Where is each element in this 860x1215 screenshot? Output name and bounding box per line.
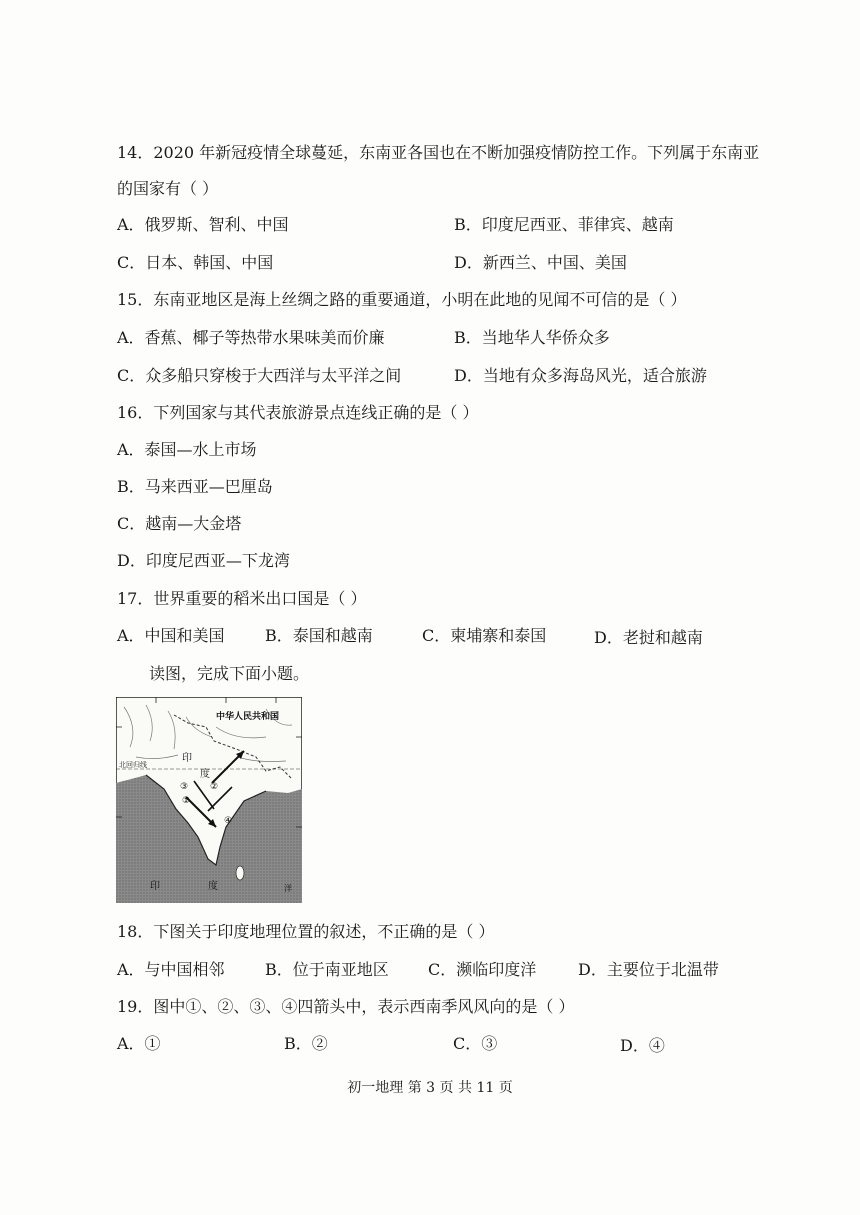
q14-stem-line2: 的国家有（ ） bbox=[117, 179, 219, 198]
q14-stem-line1: 14．2020 年新冠疫情全球蔓延，东南亚各国也在不断加强疫情防控工作。下列属于东南亚 bbox=[117, 143, 760, 162]
q15-option-d: D．当地有众多海岛风光，适合旅游 bbox=[454, 366, 707, 385]
q18-option-d: D．主要位于北温带 bbox=[578, 960, 719, 979]
arrow-4-label: ④ bbox=[224, 816, 233, 826]
india-map-figure bbox=[116, 697, 302, 903]
sri-lanka-island bbox=[236, 866, 244, 880]
q15-option-b: B．当地华人华侨众多 bbox=[454, 328, 610, 347]
q18-option-b: B．位于南亚地区 bbox=[265, 960, 389, 979]
q14-option-b: B．印度尼西亚、菲律宾、越南 bbox=[454, 215, 674, 234]
q17-option-d: D．老挝和越南 bbox=[594, 628, 703, 647]
q17-option-b: B．泰国和越南 bbox=[265, 626, 373, 645]
q15-option-c: C．众多船只穿梭于大西洋与太平洋之间 bbox=[117, 366, 402, 385]
q14-option-c: C．日本、韩国、中国 bbox=[117, 253, 274, 272]
india-label-1: 印 bbox=[182, 753, 192, 764]
arrow-2-label: ② bbox=[210, 782, 219, 792]
q18-option-a: A．与中国相邻 bbox=[117, 960, 225, 979]
q17-stem: 17．世界重要的稻米出口国是（ ） bbox=[117, 589, 367, 608]
arrow-1-label: ① bbox=[182, 796, 191, 806]
q14-option-d: D．新西兰、中国、美国 bbox=[454, 253, 627, 272]
q19-option-b: B．② bbox=[284, 1034, 328, 1053]
q15-option-a: A．香蕉、椰子等热带水果味美而价廉 bbox=[117, 328, 385, 347]
q19-option-a: A．① bbox=[117, 1034, 161, 1053]
ocean-label-3: 洋 bbox=[284, 884, 292, 893]
q19-option-c: C．③ bbox=[453, 1034, 498, 1053]
page-footer: 初一地理 第 3 页 共 11 页 bbox=[347, 1080, 513, 1096]
q18-option-c: C．濒临印度洋 bbox=[428, 960, 537, 979]
tropic-label: 北回归线 bbox=[119, 761, 147, 769]
read-map-instruction: 读图，完成下面小题。 bbox=[149, 664, 310, 683]
q14-option-a: A．俄罗斯、智利、中国 bbox=[117, 215, 289, 234]
q19-stem: 19．图中①、②、③、④四箭头中，表示西南季风风向的是（ ） bbox=[117, 997, 575, 1016]
q15-stem: 15．东南亚地区是海上丝绸之路的重要通道，小明在此地的见闻不可信的是（ ） bbox=[117, 290, 687, 309]
q17-option-c: C．柬埔寨和泰国 bbox=[422, 626, 547, 645]
arrow-3-label: ③ bbox=[180, 782, 189, 792]
q16-option-c: C．越南—大金塔 bbox=[117, 514, 242, 533]
q16-option-d: D．印度尼西亚—下龙湾 bbox=[117, 551, 290, 570]
q17-option-a: A．中国和美国 bbox=[117, 626, 225, 645]
china-label: 中华人民共和国 bbox=[216, 712, 280, 722]
q19-option-d: D．④ bbox=[620, 1036, 665, 1055]
ocean-label-2: 度 bbox=[208, 881, 218, 892]
q16-stem: 16．下列国家与其代表旅游景点连线正确的是（ ） bbox=[117, 403, 479, 422]
q18-stem: 18．下图关于印度地理位置的叙述，不正确的是（ ） bbox=[117, 922, 495, 941]
india-label-2: 度 bbox=[200, 769, 210, 780]
q16-option-b: B．马来西亚—巴厘岛 bbox=[117, 477, 273, 496]
ocean-label-1: 印 bbox=[150, 881, 160, 892]
q16-option-a: A．泰国—水上市场 bbox=[117, 440, 257, 459]
